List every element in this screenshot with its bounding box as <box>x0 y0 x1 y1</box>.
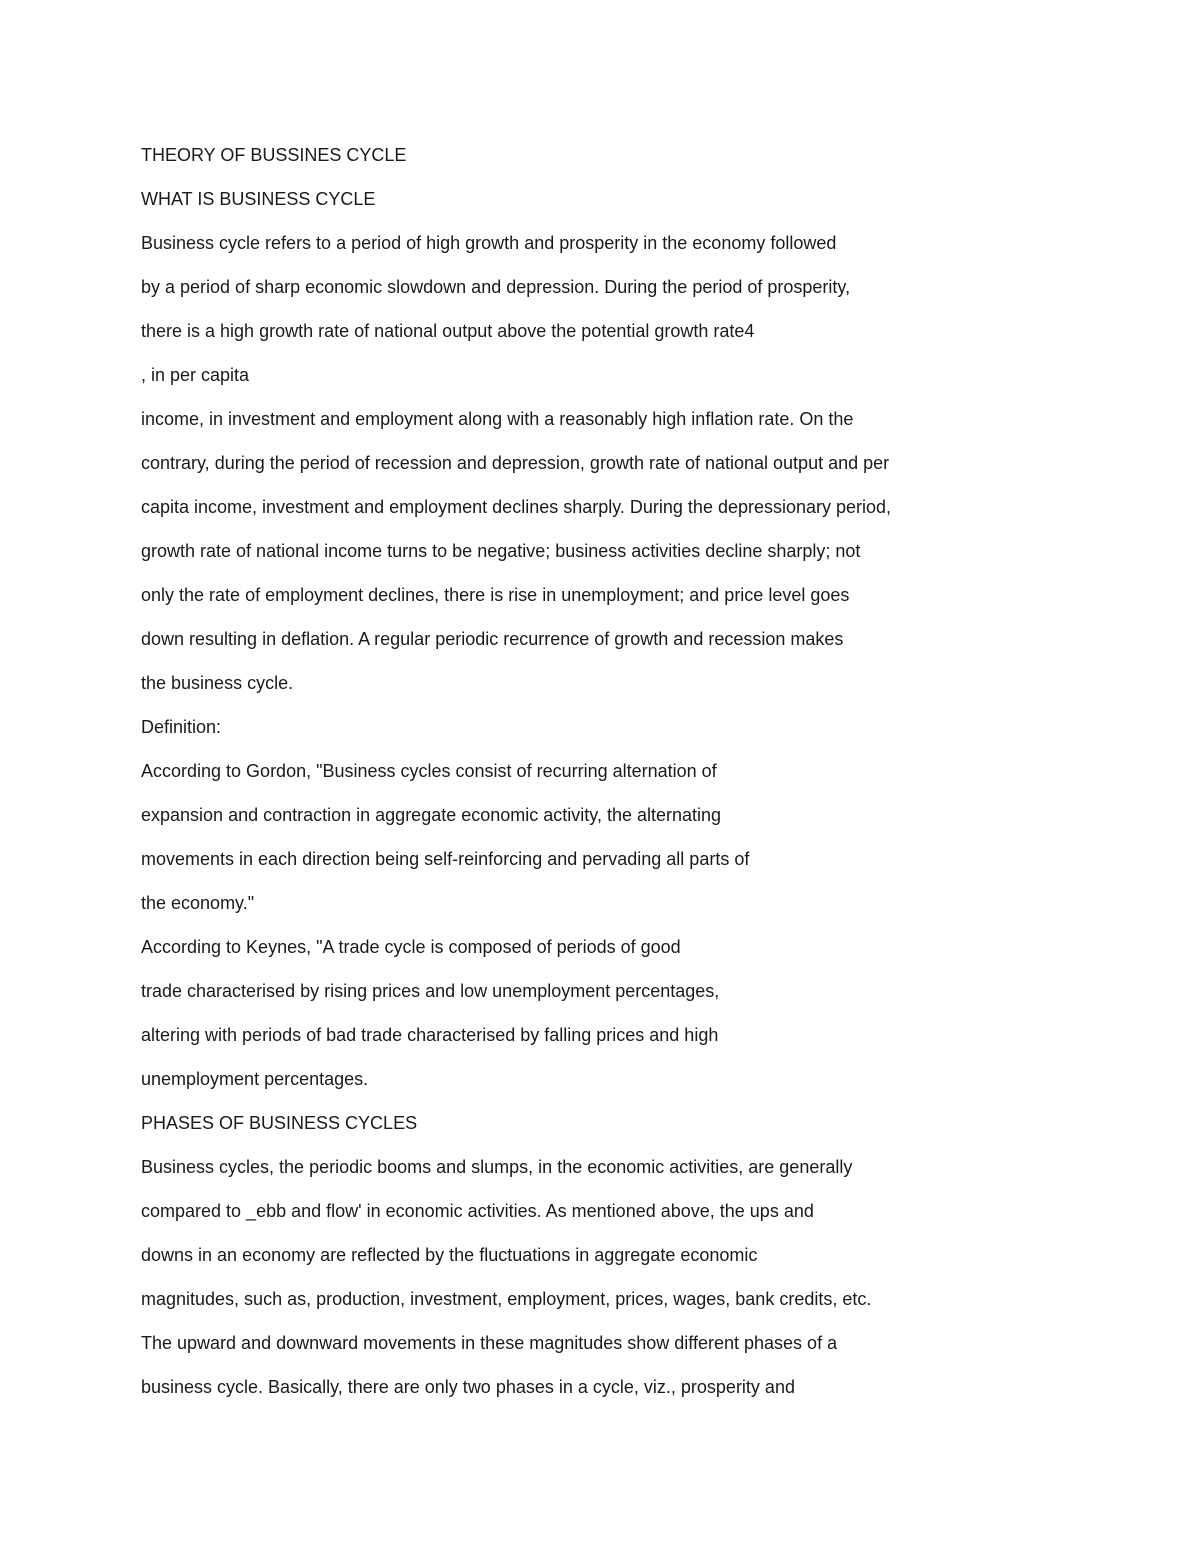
definition-heading: Definition: <box>141 717 222 737</box>
text-line: there is a high growth rate of national output above the potential growth rate4 <box>141 321 755 341</box>
text-line: The upward and downward movements in these magnitudes show different phases of a <box>141 1333 838 1353</box>
text-line: unemployment percentages. <box>141 1069 369 1089</box>
text-line: , in per capita <box>141 365 250 385</box>
text-line: down resulting in deflation. A regular periodic recurrence of growth and recession makes <box>141 629 844 649</box>
text-line: According to Keynes, "A trade cycle is composed of periods of good <box>141 937 681 957</box>
text-line: capita income, investment and employment declines sharply. During the depressionary period, <box>141 497 892 517</box>
text-line: income, in investment and employment along with a reasonably high inflation rate. On the <box>141 409 854 429</box>
text-line: expansion and contraction in aggregate economic activity, the alternating <box>141 805 722 825</box>
text-line: trade characterised by rising prices and low unemployment percentages, <box>141 981 720 1001</box>
text-line: compared to _ebb and flow' in economic activities. As mentioned above, the ups and <box>141 1201 814 1221</box>
document-title: THEORY OF BUSSINES CYCLE <box>141 145 407 165</box>
text-line: only the rate of employment declines, there is rise in unemployment; and price level goes <box>141 585 850 605</box>
text-line: business cycle. Basically, there are only two phases in a cycle, viz., prosperity and <box>141 1377 795 1397</box>
text-line: magnitudes, such as, production, investment, employment, prices, wages, bank credits, etc. <box>141 1289 872 1309</box>
text-line: Business cycles, the periodic booms and slumps, in the economic activities, are generally <box>141 1157 853 1177</box>
text-line: According to Gordon, "Business cycles consist of recurring alternation of <box>141 761 717 781</box>
section-heading: WHAT IS BUSINESS CYCLE <box>141 189 376 209</box>
text-line: Business cycle refers to a period of high growth and prosperity in the economy followed <box>141 233 837 253</box>
text-line: by a period of sharp economic slowdown and depression. During the period of prosperity, <box>141 277 851 297</box>
text-line: the economy." <box>141 893 255 913</box>
text-line: contrary, during the period of recession and depression, growth rate of national output and per <box>141 453 890 473</box>
text-line: the business cycle. <box>141 673 294 693</box>
text-line: downs in an economy are reflected by the fluctuations in aggregate economic <box>141 1245 758 1265</box>
text-line: movements in each direction being self-reinforcing and pervading all parts of <box>141 849 750 869</box>
text-line: growth rate of national income turns to be negative; business activities decline sharply; not <box>141 541 861 561</box>
section-heading: PHASES OF BUSINESS CYCLES <box>141 1113 418 1133</box>
text-line: altering with periods of bad trade characterised by falling prices and high <box>141 1025 719 1045</box>
